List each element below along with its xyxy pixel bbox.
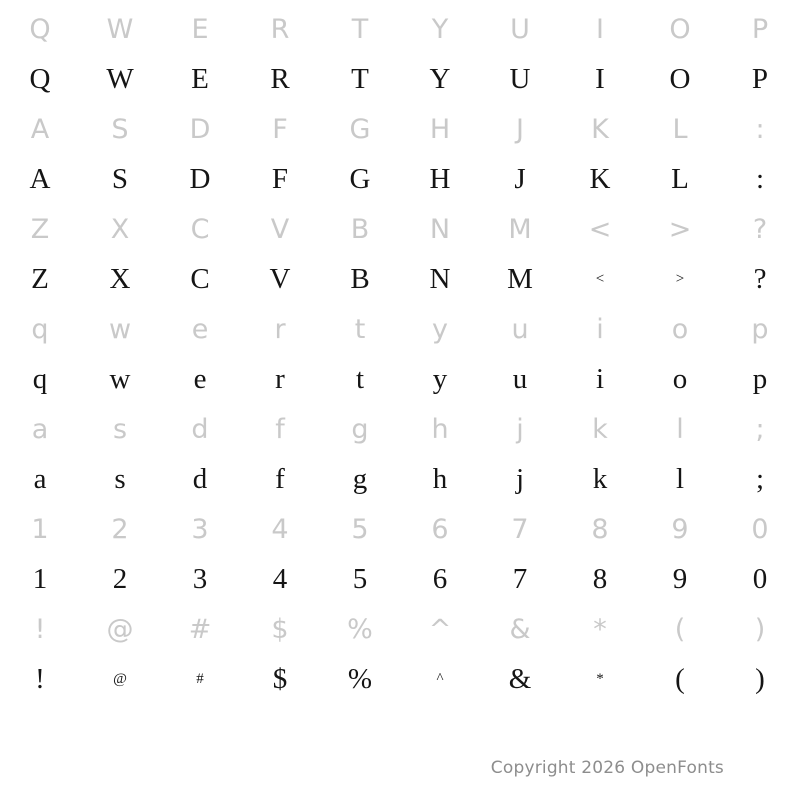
glyph-cell: B xyxy=(350,262,370,295)
glyph-cell: y xyxy=(432,362,448,395)
glyph-cell: e xyxy=(193,362,207,395)
glyph-cell: : xyxy=(755,113,765,145)
glyph-cell: * xyxy=(596,670,604,687)
glyph-cell: d xyxy=(191,413,209,445)
sample-glyph-row xyxy=(0,54,800,104)
glyph-cell: 3 xyxy=(191,513,209,545)
glyph-cell: 2 xyxy=(111,513,129,545)
glyph-cell: ! xyxy=(35,662,45,695)
glyph-cell: i xyxy=(596,313,604,345)
copyright-notice: Copyright 2026 OpenFonts xyxy=(490,758,724,778)
glyph-cell: Q xyxy=(29,13,51,45)
glyph-cell: ) xyxy=(754,613,766,645)
glyph-cell: R xyxy=(270,62,290,95)
glyph-cell: $ xyxy=(272,662,288,695)
glyph-cell: f xyxy=(275,462,285,495)
glyph-cell: ? xyxy=(753,262,767,295)
glyph-cell: A xyxy=(30,113,50,145)
glyph-cell: o xyxy=(671,313,689,345)
glyph-cell: E xyxy=(191,13,209,45)
glyph-cell: ; xyxy=(755,462,765,495)
glyph-cell: R xyxy=(270,13,290,45)
glyph-cell: t xyxy=(354,313,366,345)
glyph-cell: N xyxy=(429,213,451,245)
reference-glyph-row xyxy=(0,604,800,654)
glyph-cell: w xyxy=(109,362,131,395)
glyph-cell: 3 xyxy=(192,562,208,595)
glyph-cell: S xyxy=(111,113,129,145)
glyph-cell: g xyxy=(351,413,369,445)
glyph-cell: r xyxy=(275,362,285,395)
glyph-cell: S xyxy=(111,162,129,195)
glyph-cell: E xyxy=(191,62,209,95)
glyph-cell: a xyxy=(33,462,47,495)
glyph-cell: e xyxy=(191,313,209,345)
glyph-cell: L xyxy=(671,162,689,195)
glyph-cell: P xyxy=(751,62,769,95)
glyph-cell: K xyxy=(589,162,611,195)
glyph-cell: 9 xyxy=(672,562,688,595)
glyph-cell: : xyxy=(755,162,765,195)
glyph-cell: # xyxy=(196,670,204,687)
glyph-cell: < xyxy=(595,270,605,287)
glyph-cell: W xyxy=(106,13,134,45)
glyph-cell: d xyxy=(192,462,208,495)
glyph-cell: M xyxy=(508,213,532,245)
glyph-cell: M xyxy=(507,262,533,295)
glyph-cell: V xyxy=(270,213,290,245)
glyph-cell: ^ xyxy=(428,613,452,645)
glyph-cell: p xyxy=(751,313,769,345)
glyph-cell: Y xyxy=(429,62,451,95)
glyph-cell: D xyxy=(189,162,211,195)
glyph-cell: 7 xyxy=(512,562,528,595)
glyph-cell: h xyxy=(432,462,448,495)
glyph-cell: I xyxy=(595,62,605,95)
glyph-cell: j xyxy=(515,462,525,495)
glyph-cell: Y xyxy=(431,13,449,45)
glyph-cell: N xyxy=(429,262,451,295)
glyph-cell: 0 xyxy=(751,513,769,545)
glyph-cell: 9 xyxy=(671,513,689,545)
glyph-cell: < xyxy=(588,213,612,245)
glyph-cell: u xyxy=(512,362,528,395)
glyph-cell: h xyxy=(431,413,449,445)
glyph-cell: 5 xyxy=(351,513,369,545)
glyph-cell: O xyxy=(669,13,691,45)
glyph-cell: q xyxy=(31,313,49,345)
glyph-cell: s xyxy=(112,413,128,445)
glyph-cell: X xyxy=(109,262,131,295)
glyph-cell: G xyxy=(349,162,371,195)
glyph-cell: ( xyxy=(674,613,686,645)
reference-glyph-row xyxy=(0,204,800,254)
glyph-cell: @ xyxy=(113,670,127,687)
glyph-cell: ) xyxy=(755,662,765,695)
glyph-cell: L xyxy=(672,113,688,145)
glyph-cell: $ xyxy=(271,613,289,645)
glyph-cell: P xyxy=(751,13,769,45)
glyph-cell: T xyxy=(351,13,369,45)
glyph-cell: t xyxy=(355,362,365,395)
glyph-cell: l xyxy=(676,413,684,445)
glyph-cell: i xyxy=(595,362,605,395)
glyph-cell: # xyxy=(188,613,212,645)
glyph-cell: o xyxy=(672,362,688,395)
sample-glyph-row xyxy=(0,154,800,204)
glyph-cell: j xyxy=(516,413,524,445)
reference-glyph-row xyxy=(0,404,800,454)
glyph-cell: @ xyxy=(106,613,134,645)
glyph-cell: ^ xyxy=(436,670,444,687)
reference-glyph-row xyxy=(0,4,800,54)
reference-glyph-row xyxy=(0,304,800,354)
glyph-cell: w xyxy=(108,313,132,345)
sample-glyph-row xyxy=(0,454,800,504)
glyph-cell: D xyxy=(189,113,211,145)
glyph-cell: 6 xyxy=(432,562,448,595)
glyph-cell: q xyxy=(32,362,48,395)
glyph-cell: a xyxy=(31,413,49,445)
glyph-cell: U xyxy=(509,62,531,95)
glyph-cell: G xyxy=(349,113,371,145)
glyph-cell: Z xyxy=(30,213,50,245)
sample-glyph-row xyxy=(0,554,800,604)
glyph-cell: k xyxy=(592,462,608,495)
glyph-cell: A xyxy=(29,162,51,195)
glyph-cell: g xyxy=(352,462,368,495)
glyph-cell: F xyxy=(272,113,288,145)
glyph-cell: % xyxy=(347,662,373,695)
glyph-cell: 4 xyxy=(272,562,288,595)
glyph-cell: * xyxy=(593,613,607,645)
glyph-cell: W xyxy=(106,62,134,95)
glyph-cell: 4 xyxy=(271,513,289,545)
glyph-cell: p xyxy=(752,362,768,395)
glyph-cell: B xyxy=(350,213,370,245)
glyph-cell: J xyxy=(514,162,526,195)
glyph-cell: > xyxy=(668,213,692,245)
glyph-cell: ! xyxy=(34,613,46,645)
glyph-cell: > xyxy=(675,270,685,287)
glyph-cell: V xyxy=(269,262,291,295)
glyph-cell: 1 xyxy=(31,513,49,545)
glyph-cell: F xyxy=(271,162,289,195)
glyph-cell: & xyxy=(508,662,532,695)
glyph-cell: % xyxy=(347,613,373,645)
glyph-cell: 7 xyxy=(511,513,529,545)
glyph-cell: 0 xyxy=(752,562,768,595)
glyph-cell: ; xyxy=(755,413,765,445)
glyph-cell: I xyxy=(596,13,604,45)
glyph-cell: & xyxy=(509,613,531,645)
glyph-cell: s xyxy=(114,462,126,495)
glyph-cell: K xyxy=(591,113,609,145)
glyph-cell: ( xyxy=(675,662,685,695)
glyph-cell: X xyxy=(110,213,130,245)
glyph-cell: 8 xyxy=(591,513,609,545)
glyph-cell: k xyxy=(592,413,608,445)
reference-glyph-row xyxy=(0,504,800,554)
glyph-cell: 2 xyxy=(112,562,128,595)
glyph-cell: 5 xyxy=(352,562,368,595)
glyph-cell: O xyxy=(669,62,691,95)
glyph-cell: C xyxy=(190,262,210,295)
sample-glyph-row xyxy=(0,654,800,704)
glyph-cell: ? xyxy=(752,213,768,245)
glyph-cell: 1 xyxy=(32,562,48,595)
glyph-cell: Q xyxy=(29,62,51,95)
glyph-cell: C xyxy=(190,213,210,245)
glyph-cell: l xyxy=(675,462,685,495)
glyph-cell: J xyxy=(516,113,524,145)
glyph-cell: U xyxy=(510,13,530,45)
glyph-cell: T xyxy=(351,62,369,95)
sample-glyph-row xyxy=(0,254,800,304)
glyph-cell: Z xyxy=(31,262,49,295)
glyph-cell: u xyxy=(511,313,529,345)
glyph-cell: H xyxy=(429,162,451,195)
glyph-cell: f xyxy=(275,413,285,445)
glyph-cell: 8 xyxy=(592,562,608,595)
glyph-cell: y xyxy=(432,313,448,345)
reference-glyph-row xyxy=(0,104,800,154)
sample-glyph-row xyxy=(0,354,800,404)
glyph-cell: H xyxy=(429,113,451,145)
glyph-cell: r xyxy=(274,313,286,345)
glyph-cell: 6 xyxy=(431,513,449,545)
